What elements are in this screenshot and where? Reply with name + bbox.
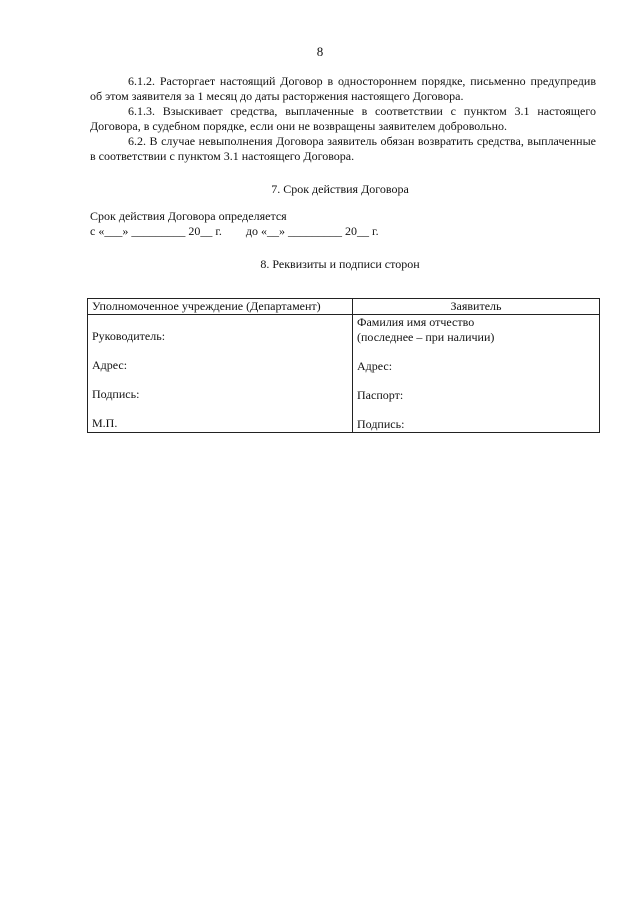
- applicant-address-label: Адрес:: [357, 359, 393, 373]
- authority-address-label: Адрес:: [92, 358, 128, 372]
- seal-label: М.П.: [92, 416, 118, 430]
- paragraph-6-1-2: 6.1.2. Расторгает настоящий Договор в одностороннем порядке, письменно предупредив об этом заявителя за 1 месяц до даты расторжения настоящего Договора.: [90, 74, 596, 103]
- applicant-header: Заявитель: [353, 299, 600, 315]
- paragraph-6-1-3: 6.1.3. Взыскивает средства, выплаченные в соответствии с пунктом 3.1 настоящего Договора, в судебном порядке, если они не возвращены заявителем добровольно.: [90, 104, 596, 133]
- section-8-heading: 8. Реквизиты и подписи сторон: [260, 257, 420, 271]
- table-header-row: [88, 299, 600, 315]
- section-7-heading: 7. Срок действия Договора: [271, 182, 409, 196]
- passport-label: Паспорт:: [357, 388, 404, 402]
- authority-signature-label: Подпись:: [92, 387, 140, 401]
- head-label: Руководитель:: [92, 329, 166, 343]
- term-dates: с «___» _________ 20__ г. до «__» _________ 20__ г.: [90, 224, 379, 238]
- section-6-text: [90, 74, 596, 164]
- applicant-signature-label: Подпись:: [357, 417, 405, 431]
- term-intro: Срок действия Договора определяется: [90, 209, 287, 223]
- table-body-row: [88, 315, 600, 433]
- applicant-cell: [353, 315, 600, 433]
- fio-note: (последнее – при наличии): [357, 330, 495, 344]
- authority-header: Уполномоченное учреждение (Департамент): [88, 299, 353, 315]
- authority-cell: [88, 315, 353, 433]
- contract-term-block: [90, 209, 596, 239]
- paragraph-6-2: 6.2. В случае невыполнения Договора заявитель обязан возвратить средства, выплаченные в соответствии с пунктом 3.1 настоящего Договора.: [90, 134, 596, 163]
- signatures-table: [87, 298, 600, 433]
- fio-label: Фамилия имя отчество: [357, 315, 475, 329]
- page-number: 8: [316, 44, 324, 59]
